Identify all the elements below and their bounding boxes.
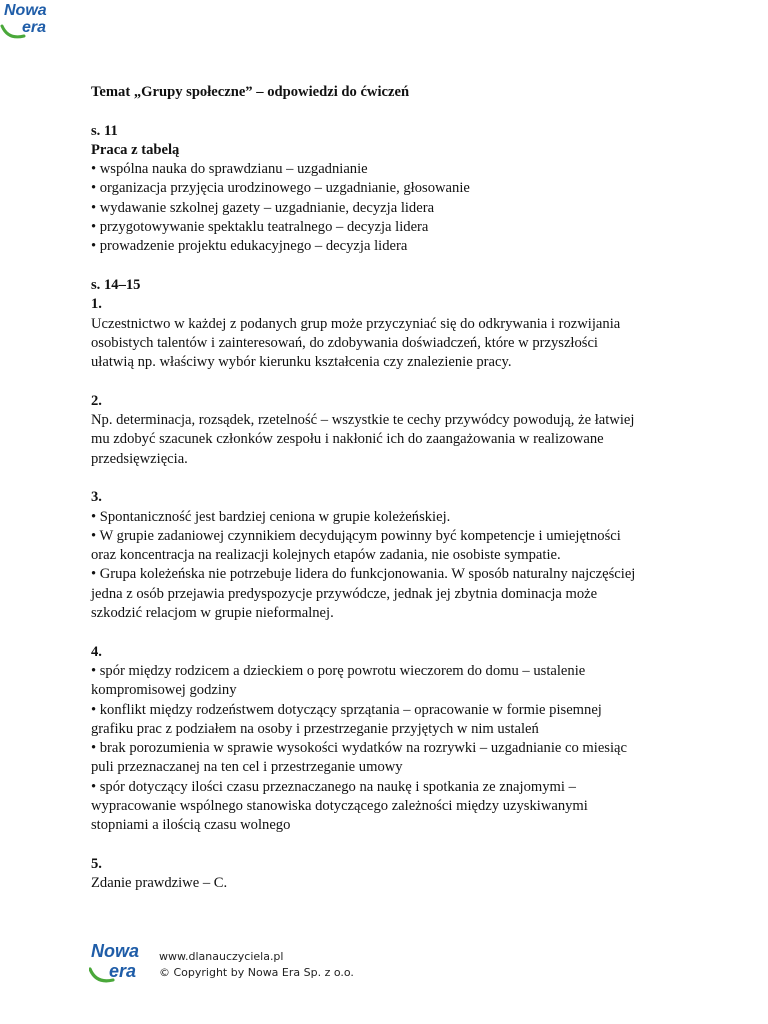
- answer-line: grafiku prac z podziałem na osoby i przestrzeganie przyjętych w nim ustaleń: [91, 720, 539, 737]
- document-body: [91, 83, 681, 893]
- section-subheading: Praca z tabelą: [91, 141, 180, 158]
- answer-line: • Spontaniczność jest bardziej ceniona w grupie koleżeńskiej.: [91, 508, 451, 525]
- answer-line: wypracowanie wspólnego stanowiska dotyczącego zależności między uzyskiwanymi: [91, 797, 588, 814]
- list-item: • wydawanie szkolnej gazety – uzgadnianie, decyzja lidera: [91, 199, 435, 216]
- nowa-era-logo: [89, 940, 151, 984]
- svg-text:Nowa: Nowa: [91, 941, 140, 961]
- answer-line: • spór między rodzicem a dzieckiem o porę powrotu wieczorem do domu – ustalenie: [91, 662, 586, 679]
- question-number: 2.: [91, 392, 102, 409]
- answer-line: • spór dotyczący ilości czasu przeznaczanego na naukę i spotkania ze znajomymi –: [91, 778, 576, 795]
- footer-copyright: © Copyright by Nowa Era Sp. z o.o.: [159, 966, 354, 979]
- list-item: • przygotowywanie spektaklu teatralnego – decyzja lidera: [91, 219, 429, 236]
- list-item: • wspólna nauka do sprawdzianu – uzgadnianie: [91, 161, 368, 178]
- answer-line: • konflikt między rodzeństwem dotyczący sprzątania – opracowanie w formie pisemnej: [91, 701, 602, 718]
- answer-line: stopniami a ilością czasu wolnego: [91, 817, 291, 834]
- answer-line: Np. determinacja, rozsądek, rzetelność – wszystkie te cechy przywódcy powodują, że łatwiej: [91, 412, 635, 429]
- section-heading: s. 14–15: [91, 276, 141, 293]
- answer-line: • brak porozumienia w sprawie wysokości wydatków na rozrywki – uzgadnianie co miesiąc: [91, 740, 627, 757]
- answer-line: ułatwią np. właściwy wybór kierunku kształcenia czy znalezienie pracy.: [91, 354, 512, 371]
- question-number: 5.: [91, 855, 102, 872]
- answer-line: Zdanie prawdziwe – C.: [91, 875, 228, 892]
- document-title: Temat „Grupy społeczne” – odpowiedzi do ćwiczeń: [91, 84, 410, 100]
- question-number: 1.: [91, 296, 102, 313]
- section-heading: s. 11: [91, 122, 118, 139]
- answer-line: • Grupa koleżeńska nie potrzebuje lidera do funkcjonowania. W sposób naturalny najczęściej: [91, 566, 636, 583]
- answer-line: Uczestnictwo w każdej z podanych grup może przyczyniać się do odkrywania i rozwijania: [91, 315, 621, 332]
- answer-line: przedsięwzięcia.: [91, 450, 188, 467]
- answer-line: • W grupie zadaniowej czynnikiem decydującym powinny być kompetencje i umiejętności: [91, 527, 621, 544]
- question-number: 3.: [91, 489, 102, 506]
- answer-line: szkodzić relacjom w grupie nieformalnej.: [91, 605, 334, 622]
- footer-url[interactable]: www.dlanauczyciela.pl: [159, 950, 284, 963]
- question-number: 4.: [91, 643, 102, 660]
- svg-text:era: era: [109, 961, 137, 981]
- answer-line: mu zdobyć szacunek członków zespołu i nakłonić ich do zaangażowania w realizowane: [91, 431, 604, 448]
- svg-text:era: era: [22, 19, 47, 36]
- list-item: • organizacja przyjęcia urodzinowego – uzgadnianie, głosowanie: [91, 180, 470, 197]
- answer-line: oraz koncentracja na realizacji kolejnych etapów zadania, nie osobiste sympatie.: [91, 547, 561, 564]
- svg-text:Nowa: Nowa: [4, 2, 47, 19]
- answer-line: osobistych talentów i zainteresowań, do zdobywania doświadczeń, które w przyszłości: [91, 334, 598, 351]
- nowa-era-logo: [0, 0, 66, 42]
- answer-line: puli przeznaczanej na ten cel i przestrzeganie umowy: [91, 759, 403, 776]
- answer-line: kompromisowej godziny: [91, 682, 237, 699]
- page-footer: [89, 940, 409, 988]
- answer-line: jedna z osób przejawia predyspozycje przywódcze, jednak jej zbytnia dominacja może: [91, 585, 598, 602]
- list-item: • prowadzenie projektu edukacyjnego – decyzja lidera: [91, 238, 408, 255]
